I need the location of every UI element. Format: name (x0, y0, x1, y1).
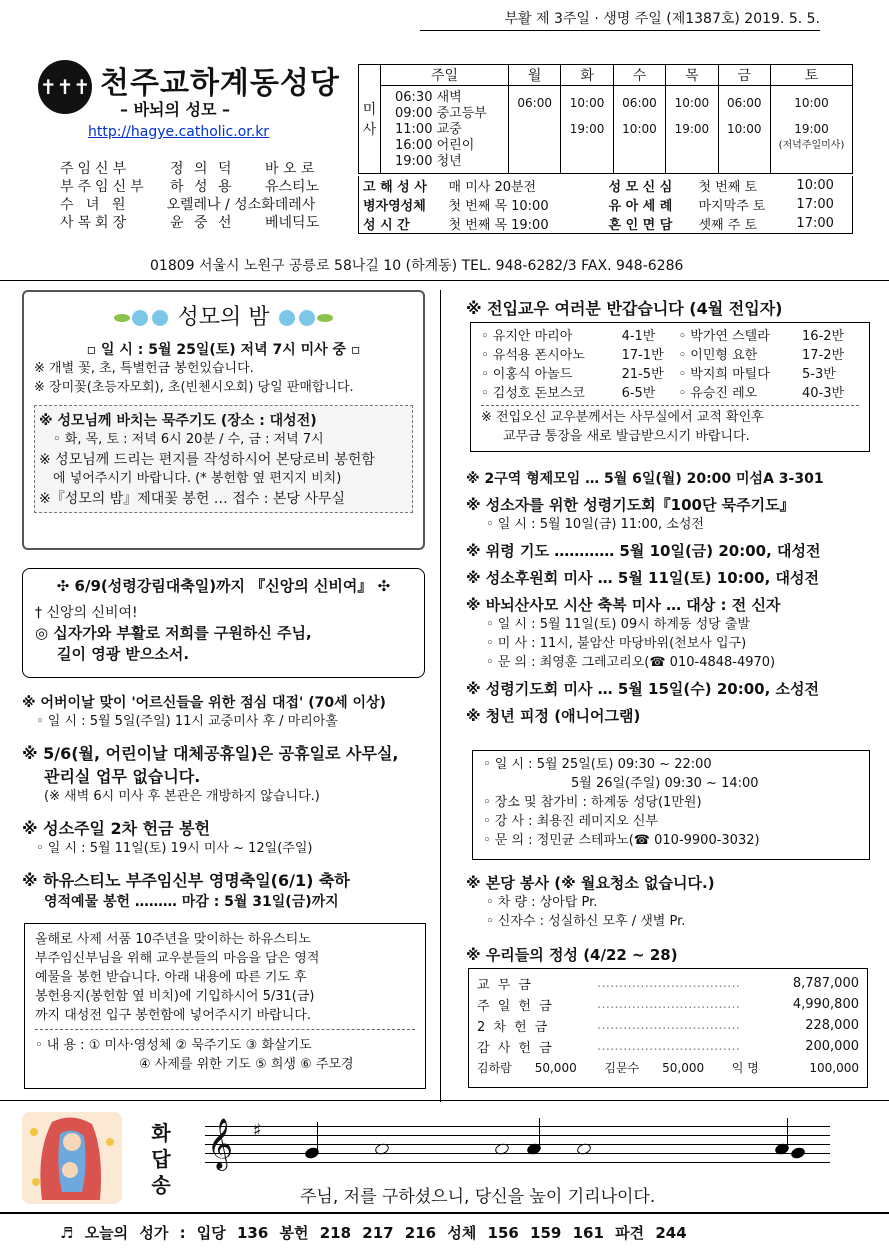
faith-mystery-box: ✣ 6/9(성령강림대축일)까지 『신앙의 신비여』 ✣ † 신앙의 신비여! ◎ 십자가와 부활로 저희를 구원하신 주님, 길이 영광 받으소서. (22, 568, 425, 678)
divider (0, 280, 889, 281)
divider (0, 1212, 889, 1214)
staff-row: 수 녀 원 오렐레나 / 성소화데레사 (60, 197, 316, 213)
psalm-label: 화답송 (151, 1121, 171, 1197)
hymn-list: ♬ 오늘의 성가 : 입당 136 봉헌 218 217 216 성체 156 159 161 파견 244 (60, 1224, 687, 1242)
list-item: ◦ 유석용 폰시아노 17-1반 ◦ 이민형 요한 17-2반 (481, 348, 845, 363)
church-name: 천주교하계동성당 (100, 66, 340, 101)
offering-title: ※ 우리들의 정성 (4/22 ~ 28) (466, 946, 678, 964)
mary-night-date: ▫ 일 시 : 5월 25일(토) 저녁 7시 미사 중 ▫ (86, 342, 361, 358)
transfer-title: ※ 전입교우 여러분 반갑습니다 (4월 전입자) (466, 299, 783, 318)
service-notice: ※ 본당 봉사 (※ 월요청소 없습니다.) ◦ 차 량 : 상아탑 Pr. ◦ 신자수 : 성실하신 모후 / 샛별 Pr. (466, 874, 715, 929)
table-row: 교 무 금 …………………………… 8,787,000 (477, 976, 859, 993)
table-row: 김하람 50,000 김문수 50,000 익 명 100,000 (477, 1060, 859, 1075)
mary-child-icon (22, 1112, 122, 1204)
retreat-box: ◦ 일 시 : 5월 25일(토) 09:30 ~ 22:00 5월 26일(주일) 09:30 ~ 14:00 ◦ 장소 및 참가비 : 하계동 성당(1만원) ◦ 강 사 : 최용진 레미지오 신부 ◦ 문 의 : 정민균 스테파노(☎ 010-9900-3032) (472, 750, 870, 860)
church-patron: – 바뇌의 성모 – (120, 100, 230, 119)
staff-row: 부주임신부 하 성 용 유스티노 (60, 179, 320, 195)
list-item: ◦ 김성호 돈보스코 6-5반 ◦ 유승진 레오 40-3반 (481, 386, 845, 401)
table-row: 주 일 헌 금 …………………………… 4,990,800 (477, 997, 859, 1014)
sharp-icon: ♯ (253, 1120, 262, 1141)
church-logo: ✝✝✝ (38, 60, 92, 114)
left-notices: ※ 어버이날 맞이 '어르신들을 위한 점심 대접' (70세 이상) ◦ 일 시 : 5월 5일(주일) 11시 교중미사 후 / 마리아홀 ※ 5/6(월, 어린이날 대체공휴일)은 공휴일로 사무실, 관리실 업무 없습니다. (※ 새벽 6시 미사 후 본관은 개방하지 않습니다.) ※ 성소주일 2차 헌금 봉헌 ◦ 일 시 : 5월 11일(토) 19시 미사 ~ 12일(주일) ※ 하유스티노 부주임신부 영명축일(6/1) 축하 영적예물 봉헌 ……… 마감 : 5월 31일(금)까지 (22, 695, 399, 910)
list-item: ◦ 유지안 마리아 4-1반 ◦ 박가연 스텔라 16-2반 (481, 329, 845, 344)
staff-row: 사목회장 윤 중 선 베네딕도 (60, 215, 320, 231)
offering-box (468, 968, 868, 1088)
table-row: 감 사 헌 금 …………………………… 200,000 (477, 1039, 859, 1056)
church-url-link[interactable]: http://hagye.catholic.or.kr (88, 124, 270, 140)
transfer-box: ◦ 유지안 마리아 4-1반 ◦ 박가연 스텔라 16-2반 ◦ 유석용 폰시아노 17-1반 ◦ 이민형 요한 17-2반 ◦ 이홍식 아놀드 21-5반 ◦ 박지희 마틸다 5-3반 ◦ 김성호 돈보스코 6-5반 ◦ 유승진 레오 40-3반 ※ 전입오신 교우분께서는 사무실에서 교적 확인후 교무금 통장을 새로 발급받으시기 바랍니다. (470, 322, 870, 452)
staff-row: 주임신부 정 의 덕 바 오 로 (60, 161, 315, 177)
church-address: 01809 서울시 노원구 공릉로 58나길 10 (하계동) TEL. 948-6282/3 FAX. 948-6286 (150, 258, 684, 274)
table-row: 2 차 헌 금 …………………………… 228,000 (477, 1018, 859, 1035)
mary-night-box: 성모의 밤 ▫ 일 시 : 5월 25일(토) 저녁 7시 미사 중 ▫ ※ 개별 꽃, 초, 특별헌금 봉헌있습니다. ※ 장미꽃(초등자모회), 초(빈첸시오회) 당일 판매합니다. ※ 성모님께 바치는 묵주기도 (장소 : 대성전) ◦ 화, 목, 토 : 저녁 6시 20분 / 수, 금 : 저녁 7시 ※ 성모님께 드리는 편지를 작성하시어 본당로비 봉헌함 에 넣어주시기 바랍니다. (* 봉헌함 옆 편지지 비치) ※『성모의 밤』제대꽃 봉헌 … 접수 : 본당 사무실 (22, 290, 425, 550)
treble-clef-icon: 𝄞 (207, 1118, 234, 1169)
psalm-lyrics: 주님, 저를 구하셨으니, 당신을 높이 기리나이다. (300, 1187, 656, 1207)
gift-box: 올해로 사제 서품 10주년을 맞이하는 하유스티노 부주임신부님을 위해 교우분들의 마음을 담은 영적 예물을 봉헌 받습니다. 아래 내용에 따른 기도 후 봉헌용지(봉헌함 옆 비치)에 기입하시어 5/31(금) 까지 대성전 입구 봉헌함에 넣어주시기 바랍니다. ◦ 내 용 : ① 미사·영성체 ② 묵주기도 ③ 화살기도 ④ 사제를 위한 기도 ⑤ 희생 ⑥ 주모경 (24, 923, 426, 1089)
mass-schedule-table: 미 사 주일 월 화 수 목 금 토 06:30 새벽 09:00 중고등부 11:00 교중 16:00 어린이 19:00 청년 06:00 10:00 19:00 06:00 10:00 10:00 19:00 06:00 10:00 10:00 19:00 (저녁주일미사) (358, 64, 853, 174)
column-divider (440, 290, 441, 1102)
issue-line: 부활 제 3주일 · 생명 주일 (제1387호) 2019. 5. 5. (420, 8, 820, 31)
list-item: ◦ 이홍식 아놀드 21-5반 ◦ 박지희 마틸다 5-3반 (481, 367, 836, 382)
mary-night-title: 성모의 밤 (34, 300, 413, 331)
sacrament-table: 고 해 성 사 매 미사 20분전 성 모 신 심 첫 번째 토 10:00 병자영성체 첫 번째 목 10:00 유 아 세 례 마지막주 토 17:00 성 시 간 첫 번째 목 19:00 혼 인 면 담 셋째 주 토 17:00 (358, 176, 853, 234)
staff-list (60, 160, 360, 232)
right-notices: ※ 2구역 형제모임 … 5월 6일(월) 20:00 미섬A 3-301 ※ 성소자를 위한 성령기도회『100단 묵주기도』 ◦ 일 시 : 5월 10일(금) 11:00, 소성전 ※ 위령 기도 ………… 5월 10일(금) 20:00, 대성전 ※ 성소후원회 미사 … 5월 11일(토) 10:00, 대성전 ※ 바뇌산사모 시산 축복 미사 … 대상 : 전 신자 ◦ 일 시 : 5월 11일(토) 09시 하계동 성당 출발 ◦ 미 사 : 11시, 불암산 마당바위(천보사 입구) ◦ 문 의 : 최영훈 그레고리오(☎ 010-4848-4970) ※ 성령기도회 미사 … 5월 15일(수) 20:00, 소성전 ※ 청년 피정 (애니어그램) (466, 471, 824, 725)
music-staff (205, 1118, 830, 1169)
divider (0, 1100, 889, 1101)
